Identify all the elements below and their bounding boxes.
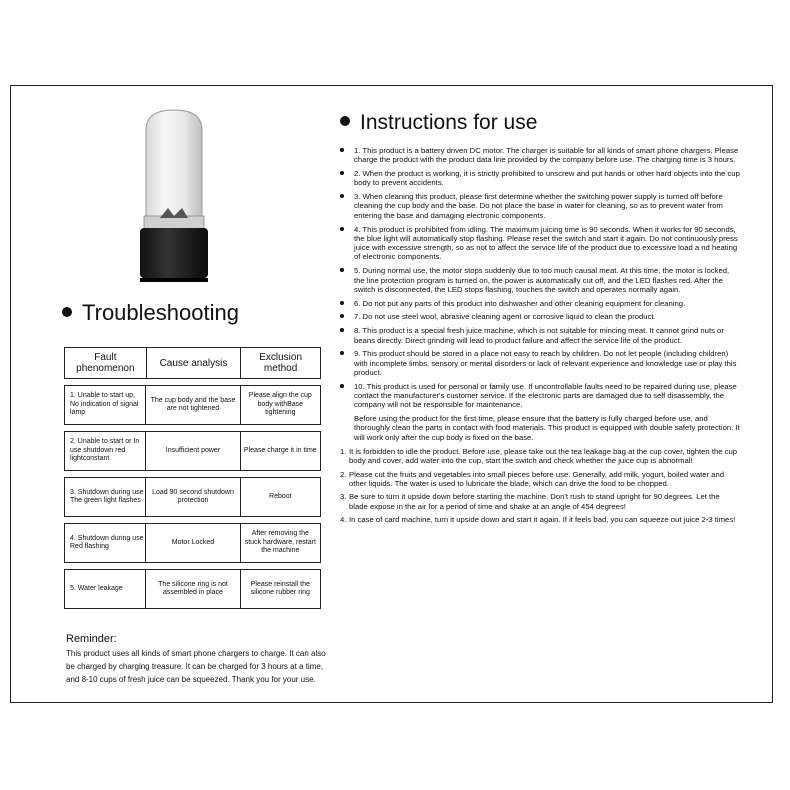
troubleshooting-title-text: Troubleshooting [82,300,239,325]
list-item-text: 8. This product is a special fresh juice machine, which is not suitable for mincing meat. It cannot grind nuts or beans directly. Direct grinding will lead to product failure and affect the service life of the product. [354,326,724,345]
step-text: Please cut the fruits and vegetables into small pieces before use. Generally, add milk, yogurt, boiled water and other liquids. The water is used to lubricate the blade, which can drive the food to be chopped. [349,469,725,488]
instructions-title-text: Instructions for use [360,111,538,134]
list-item-text: 4. This product is prohibited from idling. The maximum juicing time is 90 seconds. When it works for 90 seconds, the blue light will automatically stop flashing. Please reset the switch and start it again. Do not continuously press juice with excessive strength, so as not to affect the service life of the product due to excessive load a nd heating of electronic components. [354,224,738,262]
cell-fix: Please align the cup body withBase tightening [248,392,312,417]
bullet-icon [62,307,72,317]
bullet-icon [340,146,354,165]
cell-fix: Reboot [269,492,292,500]
cell-fault: 3. Shutdown during use The green light flashes [65,478,146,516]
list-item [340,169,740,188]
table-row [64,477,321,517]
list-item [340,382,740,410]
list-item [340,312,740,321]
table-row [64,385,321,425]
list-item [340,266,740,294]
troubleshooting-heading [62,300,239,326]
cell-fault: 1. Unable to start up, No indication of signal lamp [65,386,146,424]
cell-fault: 4. Shutdown during use Red flashing [65,524,146,562]
cell-cause: The cup body and the base are not tightened [146,386,240,424]
header-fix: Exclusion method [259,352,303,374]
step-number: 2. [340,469,347,479]
list-item [340,470,740,489]
table-row [64,569,321,609]
list-item [340,225,740,262]
bullet-icon [340,326,354,345]
list-item [340,515,740,524]
bullet-icon [340,192,354,220]
header-cause: Cause analysis [147,348,242,378]
bullet-icon [340,225,354,262]
cell-cause: Load 90 second shutdown protection [146,478,240,516]
instructions-heading [340,111,537,135]
step-number: 3. [340,492,347,502]
table-header [64,347,321,379]
list-item-text: 2. When the product is working, it is strictly prohibited to unscrew and put hands or other hard objects into the cup body to prevent accidents. [354,169,740,188]
first-use-note: Before using the product for the first time, please ensure that the battery is fully charged before use, and thoroughly clean the parts in contact with food materials. This product is equipped with double safety protection. It will work only after the cup body is fixed on the base. [354,414,740,442]
step-text: In case of card machine, turn it upside down and start it again. If it feels bad, you can squeeze out juice 2-3 times! [349,514,736,524]
list-item-text: 3. When cleaning this product, please first determine whether the switching power supply is turned off before cleaning the cup body and the base. Do not place the base in water for cleaning, so as to prevent water from entering the base and damaging electronic components. [354,192,723,220]
cell-fix: Please charge it in time [243,446,317,454]
bullet-icon [340,349,354,377]
list-item-text: 10. This product is used for personal or family use. If uncontrollable faults need to be repaired during use, please contact the manufacturer's customer service. If the electronic parts are damaged due to self disassembly, the company will not be responsible for maintenance. [354,381,737,410]
step-number: 1. [340,447,347,457]
bullet-icon [340,299,354,308]
list-item-text: 1. This product is a battery driven DC motor. The charger is suitable for all kinds of smart phone chargers. Please charge the product with the product data line provided by the company before use. The charging time is 3 hours. [354,146,739,165]
cell-fault: 5. Water leakage [65,570,146,608]
list-item-text: 7. Do not use steel wool, abrasive cleaning agent or corrosive liquid to clean the product. [354,312,656,322]
bullet-icon [340,169,354,188]
list-item-text: 6. Do not put any parts of this product into dishwasher and other cleaning equipment for cleaning. [354,298,686,308]
cell-cause: The silicone ring is not assembled in place [146,570,240,608]
step-text: Be sure to turn it upside down before starting the machine. Don't rush to stand upright for 90 degrees. Let the blade expose in the air for a period of time and shake at an angle of 454 degrees! [349,492,720,511]
list-item [340,299,740,308]
table-row [64,523,321,563]
reminder-section [66,633,328,686]
list-item [340,326,740,345]
reminder-title: Reminder: [66,633,117,645]
bullet-icon [340,382,354,410]
step-number: 4. [340,514,347,524]
reminder-body: This product uses all kinds of smart phone chargers to charge. It can also be charged by charging treasure. It can be charged for 3 hours at a time, and 8-10 cups of fresh juice can be squeezed. Thank you for your use. [66,649,326,684]
bullet-icon [340,266,354,294]
cell-fault: 2. Unable to start or In use shutdown red lightconstant [65,432,146,470]
list-item [340,349,740,377]
list-item [340,146,740,165]
step-text: It is forbidden to idle the product. Before use, please take out the tea leakage bag at the cup cover, tighten the cup body and cover, add water into the cup, start the switch and check whether the juice cup is abnormal! [349,447,738,466]
list-item [340,492,740,511]
header-fault: Fault phenomenon [65,348,147,378]
cell-fix: After removing the stuck hardware, restart the machine [244,530,316,555]
blender-product-image [136,108,212,284]
list-item [340,192,740,220]
cell-cause: Insufficient power [146,432,240,470]
list-item [340,447,740,466]
bullet-icon [340,116,350,126]
table-row [64,431,321,471]
list-item-text: 5. During normal use, the motor stops suddenly due to too much causal meat. At this time, the motor is locked, the line protection program is turned on, the power is automatically cut off, and the LED flashes red. After the switch is disconnected, the LED stops flashing, touches the switch and operates normally again. [354,266,730,294]
list-item-text: 9. This product should be stored in a place not easy to reach by children. Do not let people (including children) with incomplete limbs, sensory or mental disorders or lack of relevant experience and knowledge use or play this product. [354,349,737,377]
bullet-icon [340,312,354,321]
cell-cause: Motor Locked [146,524,240,562]
instructions-list [340,146,740,528]
troubleshooting-table [64,347,321,609]
cell-fix: Please reinstall the silicone rubber ring [250,580,310,596]
